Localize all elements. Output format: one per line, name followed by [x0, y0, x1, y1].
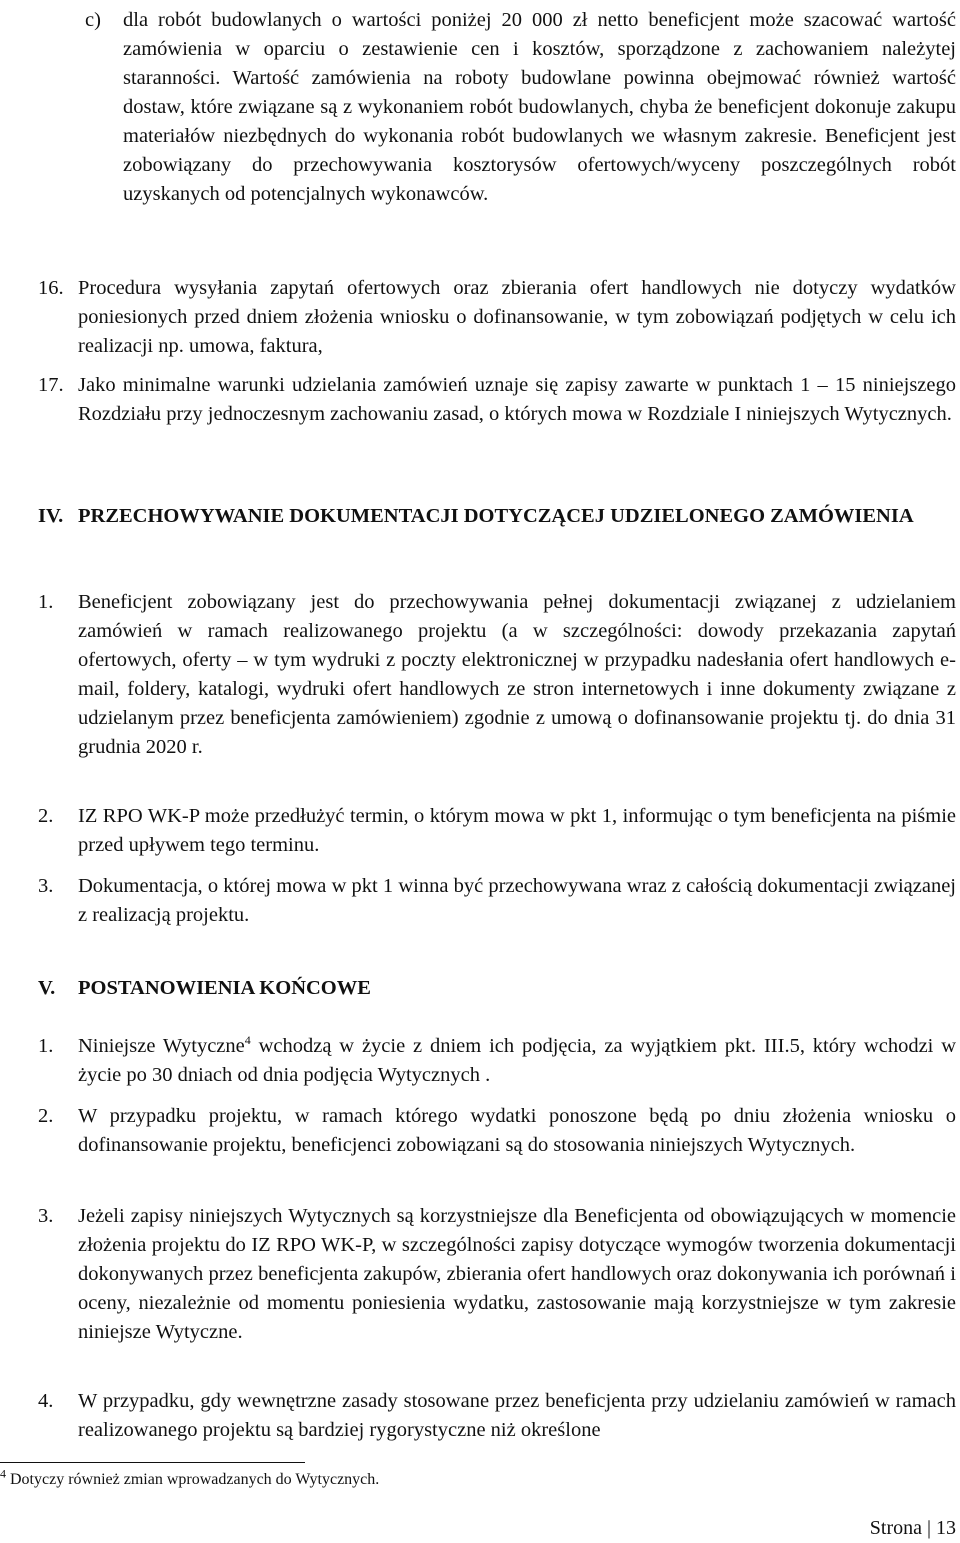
item-text: dla robót budowlanych o wartości poniżej 20 000 zł netto beneficjent może szacować wartość zamówienia w oparciu o zestawienie cen i kosztów, sporządzone z zachowaniem należytej staranności. Wartość zamówienia na roboty budowlane powinna obejmować również wartość dostaw, które związane są z wykonaniem robót budowlanych, chyba że beneficjent dokonuje zakupu materiałów niezbędnych do wykonania robót budowlanych we własnym zakresie. Beneficjent jest zobowiązany do przechowywania kosztorysów ofertowych/wyceny poszczególnych robót uzyskanych od potencjalnych wykonawców.	[123, 9, 956, 205]
section-title: PRZECHOWYWANIE DOKUMENTACJI DOTYCZĄCEJ UDZIELONEGO ZAMÓWIENIA	[78, 505, 914, 527]
item-marker: 16.	[38, 277, 64, 299]
item-marker: 3.	[38, 875, 54, 897]
section-title: POSTANOWIENIA KOŃCOWE	[78, 977, 371, 999]
item-text: IZ RPO WK-P może przedłużyć termin, o którym mowa w pkt 1, informując o tym beneficjenta na piśmie przed upływem tego terminu.	[78, 805, 956, 856]
section-number: IV.	[38, 505, 64, 527]
item-marker: 17.	[38, 374, 64, 396]
footnote-marker: 4	[0, 1466, 6, 1481]
footnote	[0, 1466, 380, 1490]
item-text: W przypadku, gdy wewnętrzne zasady stosowane przez beneficjenta przy udzielaniu zamówień w ramach realizowanego projektu są bardziej rygorystyczne niż określone	[78, 1390, 956, 1441]
footnote-reference: 4	[244, 1033, 251, 1048]
section-number: V.	[38, 977, 56, 999]
item-text: Dokumentacja, o której mowa w pkt 1 winna być przechowywana wraz z całością dokumentacji związanej z realizacją projektu.	[78, 875, 956, 926]
item-text-start: Niniejsze Wytyczne	[78, 1035, 245, 1057]
item-text: Jako minimalne warunki udzielania zamówień uznaje się zapisy zawarte w punktach 1 – 15 niniejszego Rozdziału przy jednoczesnym zachowaniu zasad, o których mowa w Rozdziale I niniejszych Wytycznych.	[78, 374, 956, 425]
item-text	[78, 1032, 956, 1090]
item-marker: 3.	[38, 1205, 54, 1227]
item-marker: 1.	[38, 1035, 54, 1057]
item-marker: 1.	[38, 591, 54, 613]
item-marker: c)	[85, 9, 101, 31]
item-marker: 2.	[38, 1105, 54, 1127]
footnote-divider	[0, 1462, 305, 1463]
item-text: Procedura wysyłania zapytań ofertowych oraz zbierania ofert handlowych nie dotyczy wydatków poniesionych przed dniem złożenia wniosku o dofinansowanie, w tym zobowiązań podjętych w celu ich realizacji np. umowa, faktura,	[78, 277, 956, 357]
footnote-text: Dotyczy również zmian wprowadzanych do Wytycznych.	[6, 1471, 380, 1488]
item-text-end: wchodzą w życie z dniem ich podjęcia, za wyjątkiem pkt. III.5, który wchodzi w życie po 30 dniach od dnia podjęcia Wytycznych .	[78, 1035, 957, 1086]
item-marker: 2.	[38, 805, 54, 827]
item-text: Beneficjent zobowiązany jest do przechowywania pełnej dokumentacji związanej z udzielaniem zamówień w ramach realizowanego projektu (a w szczególności: dowody przekazania zapytań ofertowych, oferty – w tym wydruki z poczty elektronicznej w przypadku nadesłania ofert handlowych e-mail, foldery, katalogi, wydruki ofert handlowych ze stron internetowych i inne dokumenty związane z udzielanym przez beneficjenta zamówieniem) zgodnie z umową o dofinansowanie projektu tj. do dnia 31 grudnia 2020 r.	[78, 591, 956, 758]
item-text: W przypadku projektu, w ramach którego wydatki ponoszone będą po dniu złożenia wniosku o dofinansowanie projektu, beneficjenci zobowiązani są do stosowania niniejszych Wytycznych.	[78, 1105, 956, 1156]
item-text: Jeżeli zapisy niniejszych Wytycznych są korzystniejsze dla Beneficjenta od obowiązujących w momencie złożenia projektu do IZ RPO WK-P, w szczególności zapisy dotyczące wymogów tworzenia dokumentacji dokonywanych przez beneficjenta zakupów, zbierania ofert handlowych oraz dokonywania ich porównań i oceny, niezależnie od momentu poniesienia wydatku, zastosowanie mają korzystniejsze w tym zakresie niniejsze Wytyczne.	[78, 1205, 956, 1343]
item-marker: 4.	[38, 1390, 54, 1412]
page-number: Strona | 13	[869, 1517, 956, 1539]
